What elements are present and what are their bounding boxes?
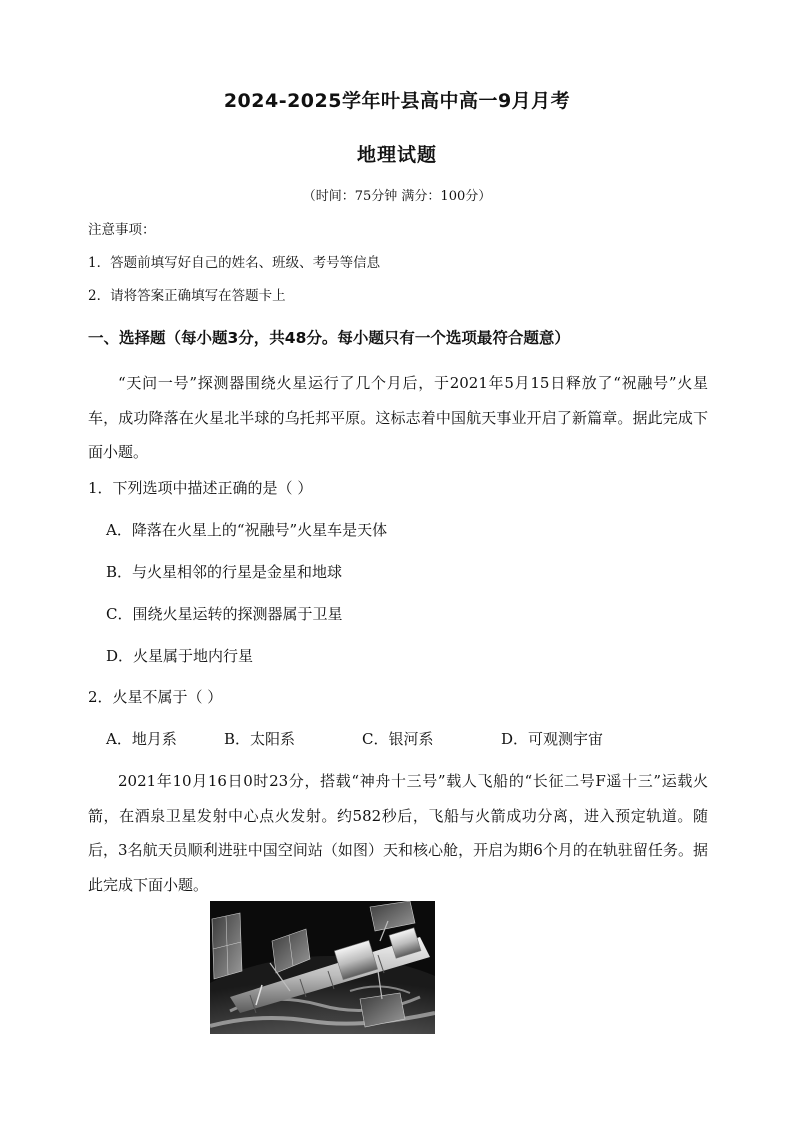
question-1-stem: 1．下列选项中描述正确的是（ ） <box>88 479 313 497</box>
passage-2: 2021年10月16日0时23分，搭载“神舟十三号”载人飞船的“长征二号F遥十三”运载火箭，在酒泉卫星发射中心点火发射。约582秒后，飞船与火箭成功分离，进入预定轨道。随后，3名航天员顺利进驻中国空间站（如图）天和核心舱，开启为期6个月的在轨驻留任务。据此完成下面小题。 <box>88 772 708 894</box>
note-item-2: 2．请将答案正确填写在答题卡上 <box>88 288 286 304</box>
question-2-option-c: C．银河系 <box>362 730 434 748</box>
question-1-option-b: B．与火星相邻的行星是金星和地球 <box>106 563 343 581</box>
note-item-1: 1．答题前填写好自己的姓名、班级、考号等信息 <box>88 255 381 271</box>
passage-1: “天问一号”探测器围绕火星运行了几个月后，于2021年5月15日释放了“祝融号”火星车，成功降落在火星北半球的乌托邦平原。这标志着中国航天事业开启了新篇章。据此完成下面小题。 <box>88 374 708 461</box>
space-station-photo <box>210 901 435 1034</box>
question-1-option-a: A．降落在火星上的“祝融号”火星车是天体 <box>106 521 388 539</box>
notes-heading: 注意事项： <box>88 222 156 238</box>
question-1-option-c: C．围绕火星运转的探测器属于卫星 <box>106 605 343 623</box>
exam-info: （时间：75分钟 满分：100分） <box>302 189 492 204</box>
question-2-option-a: A．地月系 <box>106 730 177 748</box>
question-1-option-d: D．火星属于地内行星 <box>106 647 254 665</box>
question-2-stem: 2．火星不属于（ ） <box>88 688 223 706</box>
subject-title: 地理试题 <box>356 144 437 166</box>
exam-title: 2024-2025学年叶县高中高一9月月考 <box>223 90 571 112</box>
section-title: 一、选择题（每小题3分，共48分。每小题只有一个选项最符合题意） <box>88 329 570 347</box>
question-2-option-d: D．可观测宇宙 <box>501 730 604 748</box>
question-2-option-b: B．太阳系 <box>224 730 296 748</box>
